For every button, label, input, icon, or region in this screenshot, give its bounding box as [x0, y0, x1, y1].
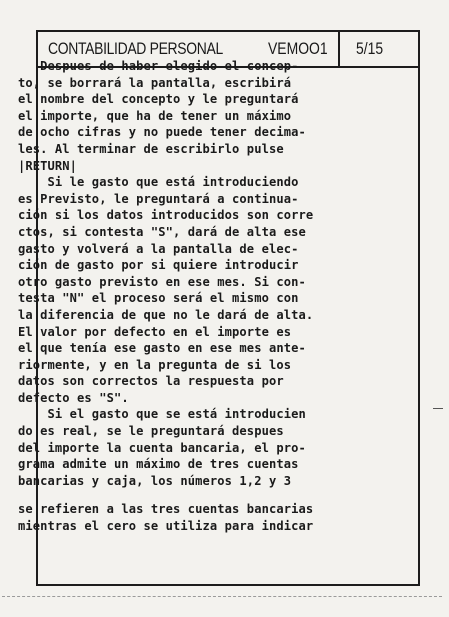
- page-number: 5/15: [356, 39, 384, 58]
- margin-mark: [433, 408, 443, 409]
- page-edge: [2, 596, 442, 597]
- text-line: defecto es "S".: [18, 390, 129, 405]
- text-line: datos son correctos la respuesta por: [18, 374, 284, 389]
- text-line: la diferencia de que no le dará de alta.: [18, 307, 314, 322]
- text-line: do es real, se le preguntará despues: [18, 424, 284, 439]
- text-line: bancarias y caja, los números 1,2 y 3: [18, 473, 292, 488]
- text-line: el importe, que ha de tener un máximo: [18, 108, 292, 123]
- document-body: [18, 58, 376, 535]
- text-line: el nombre del concepto y le preguntará: [18, 92, 299, 107]
- program-code: VEMOO1: [268, 39, 328, 58]
- text-line: Despues de haber elegido el concep-: [18, 59, 299, 73]
- text-line: les. Al terminar de escribirlo pulse: [18, 141, 284, 156]
- text-line: de ocho cifras y no puede tener decima-: [18, 125, 306, 140]
- text-line: se refieren a las tres cuentas bancarias: [18, 502, 314, 517]
- document-title: CONTABILIDAD PERSONAL: [48, 39, 223, 58]
- text-line: gasto y volverá a la pantalla de elec-: [18, 241, 299, 256]
- text-line: grama admite un máximo de tres cuentas: [18, 457, 299, 472]
- text-line: El valor por defecto en el importe es: [18, 324, 292, 339]
- text-line: es Previsto, le preguntará a continua-: [18, 191, 299, 206]
- text-line: mientras el cero se utiliza para indicar: [18, 519, 314, 534]
- paragraph-gap: [18, 489, 376, 501]
- text-line: ción si los datos introducidos son corre: [18, 208, 314, 223]
- text-line: to, se borrará la pantalla, escribirá: [18, 75, 292, 90]
- text-line: riormente, y en la pregunta de si los: [18, 357, 292, 372]
- text-line: Si el gasto que se está introducien: [18, 407, 306, 422]
- text-line: del importe la cuenta bancaria, el pro-: [18, 440, 306, 455]
- text-line: ctos, si contesta "S", dará de alta ese: [18, 224, 306, 239]
- text-line: ción de gasto por si quiere introducir: [18, 258, 299, 273]
- text-line: |RETURN|: [18, 158, 78, 173]
- text-line: otro gasto previsto en ese mes. Si con-: [18, 274, 306, 289]
- text-line: el que tenía ese gasto en ese mes ante-: [18, 341, 306, 356]
- text-line: Si le gasto que está introduciendo: [18, 175, 299, 190]
- text-line: testa "N" el proceso será el mismo con: [18, 291, 299, 306]
